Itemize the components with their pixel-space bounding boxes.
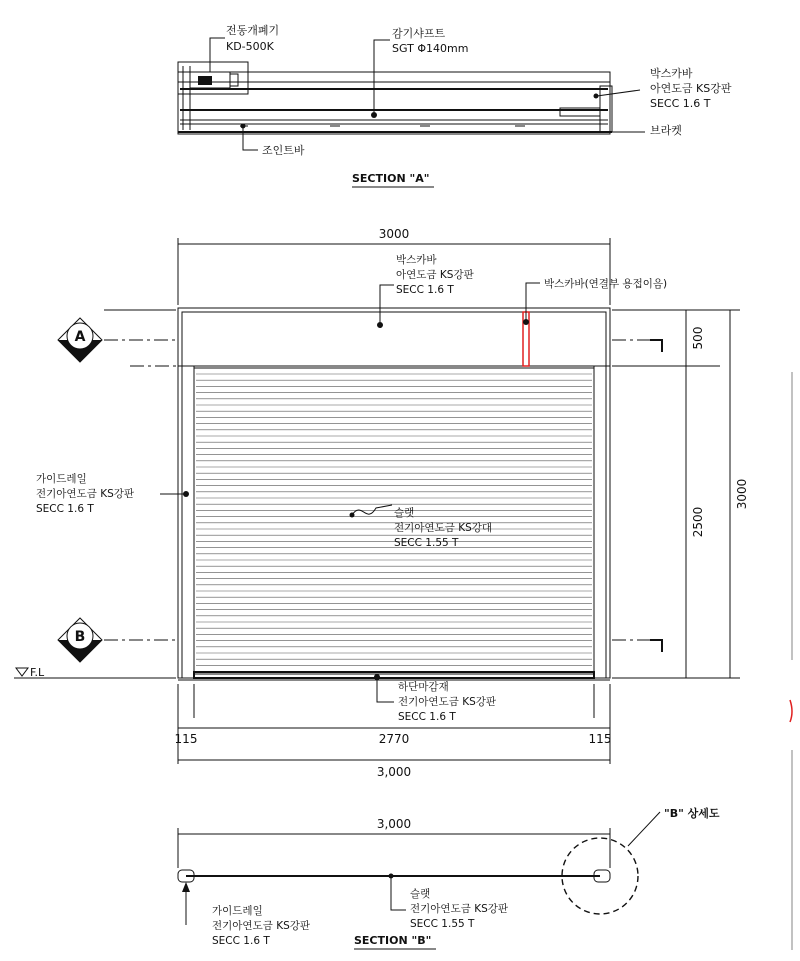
section-b — [178, 806, 720, 949]
sb-slat-material-label: 전기아연도금 KS강판 — [410, 903, 509, 915]
section-b-dim-top: 3,000 — [376, 817, 412, 831]
section-b-mark-label: B — [74, 629, 86, 645]
section-b-cut-mark — [58, 618, 662, 662]
elev-box-material-label: 아연도금 KS강판 — [396, 269, 474, 281]
bottom-material-label: 전기아연도금 KS강판 — [398, 696, 497, 708]
sb-slat-spec-label: SECC 1.55 T — [410, 918, 475, 930]
elevation — [14, 227, 749, 779]
detail-b-label: "B" 상세도 — [664, 807, 720, 820]
sb-guide-spec-label: SECC 1.6 T — [212, 935, 270, 947]
motor-name-label: 전동개폐기 — [226, 24, 280, 37]
guide-spec-label: SECC 1.6 T — [36, 503, 94, 515]
slat-spec-label: SECC 1.55 T — [394, 537, 459, 549]
section-a-mark-label: A — [74, 329, 86, 345]
slat-name-label: 슬랫 — [394, 507, 415, 519]
bottom-spec-label: SECC 1.6 T — [398, 711, 456, 723]
dim-2500: 2500 — [691, 506, 705, 538]
elev-box-name-label: 박스카바 — [396, 254, 437, 266]
dim-115-right: 115 — [588, 732, 612, 746]
floor-level-mark — [14, 666, 176, 679]
dim-top-3000: 3000 — [378, 227, 410, 241]
sb-guide-name-label: 가이드레일 — [212, 905, 263, 917]
slat-material-label: 전기아연도금 KS강대 — [394, 522, 493, 534]
shaft-spec-label: SGT Φ140mm — [392, 42, 469, 55]
bottom-name-label: 하단마감재 — [398, 681, 449, 693]
dim-115-left: 115 — [174, 732, 198, 746]
box-material-label: 아연도금 KS강판 — [650, 82, 732, 95]
sb-slat-name-label: 슬랫 — [410, 888, 431, 900]
box-spec-label: SECC 1.6 T — [650, 97, 711, 110]
box-weld-note-label: 박스카바(연결부 용접이음) — [544, 278, 668, 290]
dim-bottom-3000: 3,000 — [376, 765, 412, 779]
dim-3000-vertical: 3000 — [735, 478, 749, 510]
section-b-title: SECTION "B" — [354, 934, 432, 947]
section-a-title: SECTION "A" — [352, 172, 430, 185]
fl-label: F.L — [30, 666, 45, 679]
elev-box-spec-label: SECC 1.6 T — [396, 284, 454, 296]
section-a-cut-mark — [58, 310, 720, 366]
section-a — [178, 23, 732, 187]
dim-2770: 2770 — [378, 732, 410, 746]
bracket-label: 브라켓 — [650, 124, 682, 137]
box-name-label: 박스카바 — [650, 67, 693, 80]
guide-material-label: 전기아연도금 KS강판 — [36, 488, 135, 500]
joint-bar-label: 조인트바 — [262, 144, 305, 157]
guide-name-label: 가이드레일 — [36, 473, 87, 485]
dim-500: 500 — [691, 326, 705, 350]
motor-model-label: KD-500K — [226, 40, 274, 53]
sb-guide-material-label: 전기아연도금 KS강판 — [212, 920, 311, 932]
shaft-name-label: 감기샤프트 — [392, 27, 446, 40]
